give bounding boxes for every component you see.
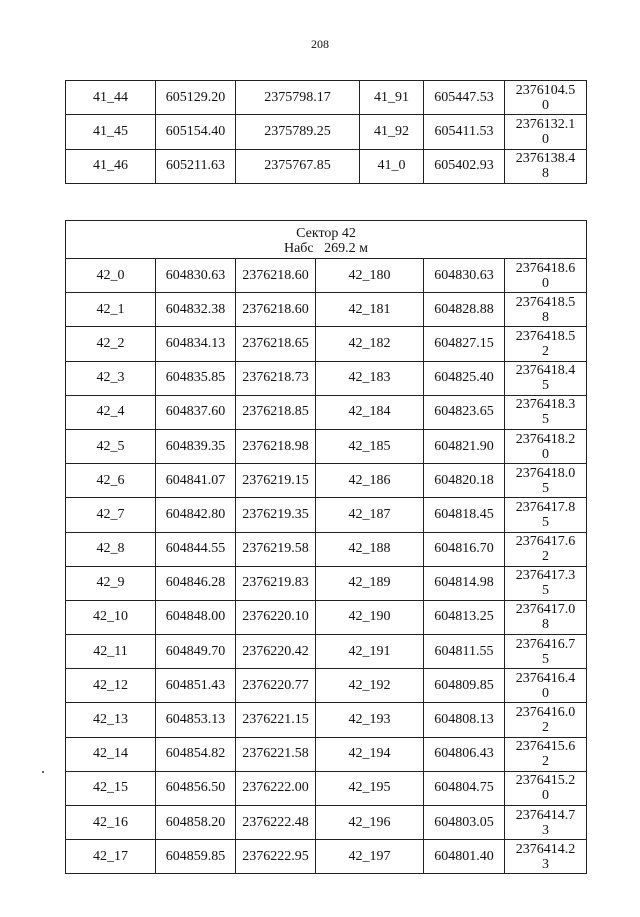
cell-y1: 2376218.65	[236, 327, 316, 361]
cell-x2: 604823.65	[424, 395, 505, 429]
cell-y2	[505, 806, 587, 840]
cell-y2-part: 2376418.6	[515, 260, 576, 276]
cell-x1: 604846.28	[156, 566, 236, 600]
table-row	[66, 771, 587, 805]
cell-x2: 604821.90	[424, 429, 505, 463]
cell-y1: 2375798.17	[236, 81, 360, 115]
page-number: 208	[311, 37, 329, 51]
cell-x1: 604830.63	[156, 259, 236, 293]
cell-y2-part: 5	[542, 378, 549, 394]
cell-x2: 604804.75	[424, 771, 505, 805]
table-row	[66, 635, 587, 669]
cell-id2: 41_0	[360, 149, 424, 183]
cell-id2: 42_197	[316, 840, 424, 874]
sector-header	[66, 221, 587, 259]
sector-title: Сектор 42	[296, 225, 356, 241]
cell-y2-part: 2376417.3	[515, 568, 576, 584]
cell-id1: 42_9	[66, 566, 156, 600]
cell-id2: 42_193	[316, 703, 424, 737]
cell-y1: 2376218.60	[236, 259, 316, 293]
cell-x2: 605402.93	[424, 149, 505, 183]
cell-y2-part: 2	[542, 720, 549, 736]
cell-id1: 42_4	[66, 395, 156, 429]
cell-y2	[505, 327, 587, 361]
table-row	[66, 395, 587, 429]
cell-y2-part: 2376414.2	[515, 841, 576, 857]
table-row	[66, 464, 587, 498]
table-row	[66, 806, 587, 840]
table-row	[66, 429, 587, 463]
cell-id2: 42_188	[316, 532, 424, 566]
cell-y2-part: 8	[542, 166, 549, 182]
cell-x2: 604816.70	[424, 532, 505, 566]
cell-y2-part: 2376415.6	[515, 739, 576, 755]
cell-y2-part: 2376415.2	[515, 773, 576, 789]
cell-y2	[505, 429, 587, 463]
cell-x2: 604813.25	[424, 600, 505, 634]
cell-y2-part: 2376138.4	[515, 151, 576, 167]
cell-y2-part: 3	[542, 822, 549, 838]
cell-y2	[505, 703, 587, 737]
cell-y2-part: 2	[542, 549, 549, 565]
cell-y2-part: 2376418.5	[515, 294, 576, 310]
cell-id2: 42_189	[316, 566, 424, 600]
cell-id1: 42_10	[66, 600, 156, 634]
cell-id2: 42_186	[316, 464, 424, 498]
cell-y2	[505, 566, 587, 600]
cell-id2: 42_180	[316, 259, 424, 293]
cell-y2	[505, 669, 587, 703]
cell-id1: 42_14	[66, 737, 156, 771]
cell-y2-part: 0	[542, 131, 549, 147]
cell-y2-part: 5	[542, 412, 549, 428]
cell-id1: 42_6	[66, 464, 156, 498]
cell-y2-part: 2376416.0	[515, 705, 576, 721]
cell-y2	[505, 259, 587, 293]
cell-y2	[505, 600, 587, 634]
cell-y2-part: 2376416.7	[515, 636, 576, 652]
cell-y1: 2376220.10	[236, 600, 316, 634]
cell-x1: 604858.20	[156, 806, 236, 840]
cell-y1: 2376222.95	[236, 840, 316, 874]
table-row	[66, 81, 587, 115]
cell-id1: 42_2	[66, 327, 156, 361]
cell-x1: 604859.85	[156, 840, 236, 874]
cell-y1: 2376219.15	[236, 464, 316, 498]
cell-y2-part: 2376418.5	[515, 328, 576, 344]
cell-y1: 2376222.00	[236, 771, 316, 805]
cell-x1: 604841.07	[156, 464, 236, 498]
cell-y2	[505, 361, 587, 395]
cell-y2-part: 0	[542, 788, 549, 804]
cell-id1: 42_11	[66, 635, 156, 669]
cell-id2: 42_192	[316, 669, 424, 703]
table-row	[66, 361, 587, 395]
cell-x1: 605154.40	[156, 115, 236, 149]
cell-y2	[505, 840, 587, 874]
table-row	[66, 703, 587, 737]
cell-y2-part: 5	[542, 651, 549, 667]
cell-id2: 42_183	[316, 361, 424, 395]
coordinates-table-sector-42	[65, 220, 587, 874]
cell-y2	[505, 498, 587, 532]
cell-x1: 605129.20	[156, 81, 236, 115]
cell-id2: 42_182	[316, 327, 424, 361]
cell-x1: 604849.70	[156, 635, 236, 669]
cell-y2	[505, 737, 587, 771]
cell-y2	[505, 293, 587, 327]
cell-y2-part: 2376418.2	[515, 431, 576, 447]
cell-x2: 604827.15	[424, 327, 505, 361]
sector-height: Набс 269.2 м	[283, 240, 369, 256]
cell-id1: 42_12	[66, 669, 156, 703]
cell-y2-part: 2376418.4	[515, 363, 576, 379]
cell-x2: 604808.13	[424, 703, 505, 737]
cell-id1: 42_7	[66, 498, 156, 532]
table-row	[66, 532, 587, 566]
cell-id2: 42_196	[316, 806, 424, 840]
cell-y2-part: 2376132.1	[515, 116, 576, 132]
cell-y2-part: 5	[542, 480, 549, 496]
cell-y2-part: 2376418.3	[515, 397, 576, 413]
cell-y2-part: 8	[542, 617, 549, 633]
cell-y1: 2376220.77	[236, 669, 316, 703]
table-row	[66, 566, 587, 600]
cell-id1: 41_44	[66, 81, 156, 115]
cell-y2-part: 5	[542, 514, 549, 530]
cell-id2: 42_187	[316, 498, 424, 532]
table-row	[66, 840, 587, 874]
cell-y2	[505, 464, 587, 498]
cell-x1: 604834.13	[156, 327, 236, 361]
coordinates-table-top	[65, 80, 587, 184]
cell-id2: 42_181	[316, 293, 424, 327]
cell-y2	[505, 395, 587, 429]
cell-x1: 604851.43	[156, 669, 236, 703]
cell-id1: 42_17	[66, 840, 156, 874]
cell-x1: 605211.63	[156, 149, 236, 183]
cell-x1: 604835.85	[156, 361, 236, 395]
cell-y1: 2376219.58	[236, 532, 316, 566]
cell-id1: 42_1	[66, 293, 156, 327]
cell-y1: 2375789.25	[236, 115, 360, 149]
cell-y2-part: 3	[542, 856, 549, 872]
cell-id2: 42_190	[316, 600, 424, 634]
cell-y2	[505, 115, 587, 149]
cell-y2	[505, 149, 587, 183]
cell-x1: 604848.00	[156, 600, 236, 634]
cell-y1: 2376218.98	[236, 429, 316, 463]
table-row	[66, 327, 587, 361]
table-row	[66, 115, 587, 149]
cell-y2	[505, 771, 587, 805]
cell-y1: 2376222.48	[236, 806, 316, 840]
cell-y2-part: 2376104.5	[515, 82, 576, 98]
cell-x2: 605411.53	[424, 115, 505, 149]
cell-x2: 604801.40	[424, 840, 505, 874]
cell-y2-part: 0	[542, 446, 549, 462]
cell-y2-part: 0	[542, 97, 549, 113]
cell-id1: 42_0	[66, 259, 156, 293]
cell-x1: 604854.82	[156, 737, 236, 771]
cell-y2-part: 2	[542, 754, 549, 770]
cell-y1: 2375767.85	[236, 149, 360, 183]
cell-y2-part: 2	[542, 343, 549, 359]
cell-x2: 604806.43	[424, 737, 505, 771]
table-row	[66, 293, 587, 327]
cell-x2: 604825.40	[424, 361, 505, 395]
cell-y2-part: 2376416.4	[515, 670, 576, 686]
cell-x2: 604814.98	[424, 566, 505, 600]
cell-y1: 2376221.15	[236, 703, 316, 737]
cell-x1: 604844.55	[156, 532, 236, 566]
cell-y2-part: 8	[542, 309, 549, 325]
cell-id2: 42_184	[316, 395, 424, 429]
table-row	[66, 669, 587, 703]
cell-id1: 42_5	[66, 429, 156, 463]
table-row	[66, 498, 587, 532]
cell-y2-part: 2376417.8	[515, 499, 576, 515]
cell-y1: 2376221.58	[236, 737, 316, 771]
table-row	[66, 600, 587, 634]
cell-id1: 41_45	[66, 115, 156, 149]
cell-id1: 42_13	[66, 703, 156, 737]
table-row	[66, 149, 587, 183]
cell-y2-part: 0	[542, 685, 549, 701]
cell-id2: 42_191	[316, 635, 424, 669]
cell-x2: 604818.45	[424, 498, 505, 532]
cell-x1: 604853.13	[156, 703, 236, 737]
cell-id1: 42_15	[66, 771, 156, 805]
cell-y2-part: 2376417.6	[515, 534, 576, 550]
cell-x2: 604820.18	[424, 464, 505, 498]
cell-x1: 604837.60	[156, 395, 236, 429]
cell-y2	[505, 635, 587, 669]
cell-x2: 604811.55	[424, 635, 505, 669]
cell-id1: 42_16	[66, 806, 156, 840]
cell-x2: 604828.88	[424, 293, 505, 327]
cell-y1: 2376219.83	[236, 566, 316, 600]
cell-id1: 42_3	[66, 361, 156, 395]
cell-x2: 604830.63	[424, 259, 505, 293]
sector-header-row	[66, 221, 587, 259]
cell-x1: 604842.80	[156, 498, 236, 532]
cell-x1: 604832.38	[156, 293, 236, 327]
table-row	[66, 737, 587, 771]
cell-y1: 2376218.60	[236, 293, 316, 327]
cell-x2: 604809.85	[424, 669, 505, 703]
cell-y1: 2376220.42	[236, 635, 316, 669]
cell-y2	[505, 81, 587, 115]
cell-y2	[505, 532, 587, 566]
cell-id2: 42_195	[316, 771, 424, 805]
stray-mark	[42, 771, 44, 773]
cell-id2: 42_185	[316, 429, 424, 463]
cell-id2: 41_91	[360, 81, 424, 115]
cell-y2-part: 2376418.0	[515, 465, 576, 481]
cell-y1: 2376219.35	[236, 498, 316, 532]
cell-y1: 2376218.85	[236, 395, 316, 429]
cell-x1: 604839.35	[156, 429, 236, 463]
cell-y2-part: 0	[542, 275, 549, 291]
cell-id1: 42_8	[66, 532, 156, 566]
cell-id2: 41_92	[360, 115, 424, 149]
cell-x2: 604803.05	[424, 806, 505, 840]
cell-y2-part: 5	[542, 583, 549, 599]
cell-id2: 42_194	[316, 737, 424, 771]
cell-y2-part: 2376414.7	[515, 807, 576, 823]
cell-y2-part: 2376417.0	[515, 602, 576, 618]
cell-x1: 604856.50	[156, 771, 236, 805]
table-row	[66, 259, 587, 293]
cell-id1: 41_46	[66, 149, 156, 183]
cell-x2: 605447.53	[424, 81, 505, 115]
cell-y1: 2376218.73	[236, 361, 316, 395]
